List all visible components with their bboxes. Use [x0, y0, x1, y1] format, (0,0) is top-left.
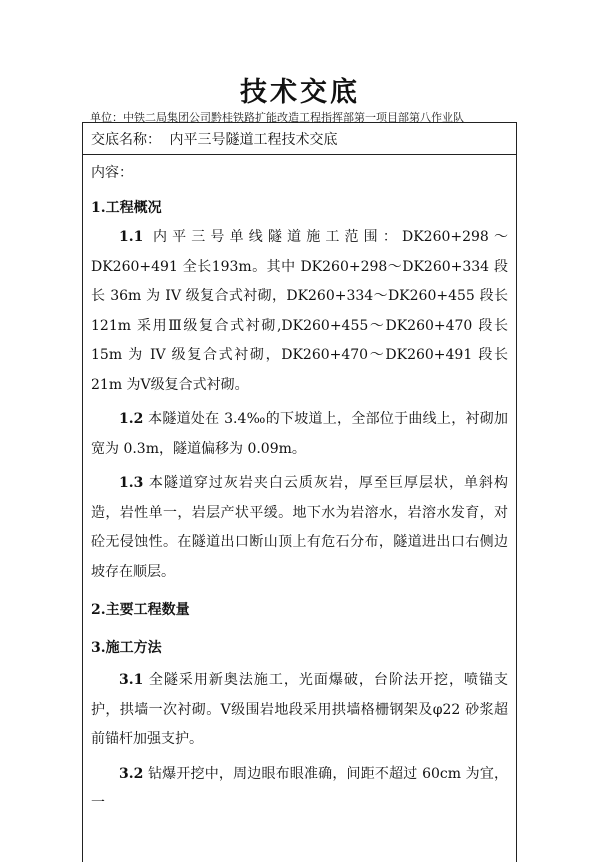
paragraph-number: 1.1 — [119, 229, 144, 245]
content-area — [83, 161, 516, 819]
paragraph-3-1 — [91, 666, 508, 755]
section-heading-3: 3.施工方法 — [91, 640, 162, 656]
disclosure-name-label: 交底名称： — [91, 132, 161, 148]
document-title: 技术交底 — [240, 77, 360, 108]
paragraph-number: 1.3 — [119, 475, 144, 491]
section-heading-2: 2.主要工程数量 — [91, 602, 190, 618]
paragraph-number: 3.1 — [119, 672, 144, 688]
paragraph-text: 内平三号单线隧道施工范围：DK260+298～DK260+491 全长193m。其中 DK260+298～DK260+334 段长 36m 为 IV 级复合式衬砌，DK260+334～DK260+455 段长 121m 采用Ⅲ级复合式衬砌,DK260+455～DK260+470 段长 15m 为 IV 级复合式衬砌，DK260+470～DK260+491 段长 21m 为Ⅴ级复合式衬砌。 — [91, 229, 508, 393]
paragraph-text: 本隧道处在 3.4‰的下坡道上，全部位于曲线上，衬砌加宽为 0.3m，隧道偏移为 0.09m。 — [91, 411, 508, 457]
paragraph-number: 1.2 — [119, 411, 144, 427]
paragraph-1-2 — [91, 405, 508, 464]
paragraph-3-2 — [91, 760, 508, 819]
section-heading-1: 1.工程概况 — [91, 200, 162, 216]
paragraph-text: 钻爆开挖中，周边眼布眼准确，间距不超过 60cm 为宜，一 — [91, 765, 508, 811]
paragraph-text: 本隧道穿过灰岩夹白云质灰岩，厚至巨厚层状，单斜构造，岩性单一，岩层产状平缓。地下水为岩溶水，岩溶水发育，对砼无侵蚀性。在隧道出口断山顶上有危石分布，隧道进出口右侧边坡存在顺层。 — [91, 475, 508, 580]
content-label: 内容： — [91, 165, 133, 181]
disclosure-table — [82, 122, 517, 862]
disclosure-name-row — [83, 123, 516, 155]
disclosure-name-value: 内平三号隧道工程技术交底 — [169, 132, 338, 148]
paragraph-number: 3.2 — [119, 765, 144, 782]
unit-line: 单位：中铁二局集团公司黔桂铁路扩能改造工程指挥部第一项目部第八作业队 — [90, 111, 464, 124]
paragraph-1-1 — [91, 223, 508, 400]
paragraph-1-3 — [91, 469, 508, 587]
paragraph-text: 全隧采用新奥法施工，光面爆破，台阶法开挖，喷锚支护，拱墙一次衬砌。Ⅴ级围岩地段采用拱墙格栅钢架及φ22 砂浆超前锚杆加强支护。 — [91, 672, 508, 747]
